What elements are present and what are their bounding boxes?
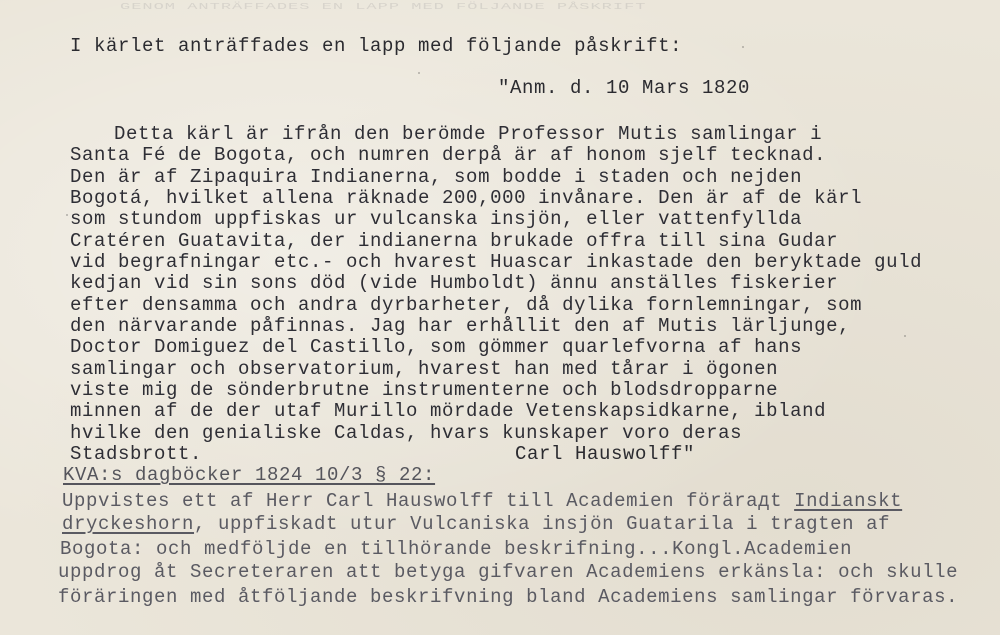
note-line: Detta kärl är ifrån den berömde Professor Mutis samlingar i <box>66 123 823 145</box>
note-line: hvilke den genialiske Caldas, hvars kunskaper voro deras <box>70 422 743 444</box>
note-line: samlingar och observatorium, hvarest han med tårar i ögonen <box>70 358 779 380</box>
signature: Carl Hauswolff" <box>515 443 696 465</box>
note-line: Santa Fé de Bogota, och numren derpå är af honom sjelf tecknad. <box>70 144 827 166</box>
note-line: vid begrafningar etc.- och hvarest Huascar inkastade den beryktade guld <box>70 251 923 273</box>
note-line: efter densamma och andra dyrbarheter, då dylika fornlemningar, som <box>70 294 863 316</box>
note-line: viste mig de sönderbrutne instrumenterne och blodsdropparne <box>70 379 779 401</box>
note-line: den närvarande påfinnas. Jag har erhållit den af Mutis lärljunge, <box>70 315 851 337</box>
paper-speck <box>418 72 420 74</box>
note-line: som stundom uppfiskas ur vulcanska insjön, eller vattenfyllda <box>70 208 803 230</box>
underlined-term: dryckeshorn <box>62 513 195 535</box>
bleed-through-text: GENOM ANTRÄFFADES EN LAPP MED FÖLJANDE PÅSKRIFT <box>120 2 647 13</box>
entry-line-2-text: , uppfiskadt utur Vulcaniska insjön Guatarila i tragten af <box>194 513 891 535</box>
entry-line-5: föräringen med åtföljande beskrifvning bland Academiens samlingar förvaras. <box>58 586 959 608</box>
entry-line-3: Bogota: och medföljde en tillhörande beskrifning...Kongl.Academien <box>60 538 853 560</box>
underlined-term: Indianskt <box>794 490 903 512</box>
note-line: Doctor Domiguez del Castillo, som gömmer quarlefvorna af hans <box>70 336 803 358</box>
note-line: Cratéren Guatavita, der indianerna brukade offra till sina Gudar <box>70 230 839 252</box>
date-line: "Anm. d. 10 Mars 1820 <box>498 77 751 99</box>
paper-speck <box>742 46 744 48</box>
note-line: Bogotá, hvilket allena räknade 200,000 invånare. Den är af de kärl <box>70 187 863 209</box>
note-line: kedjan vid sin sons död (vide Humboldt) ännu anställes fiskerier <box>70 272 839 294</box>
entry-line-4: uppdrog åt Secreteraren att betyga gifvaren Academiens erkänsla: och skulle <box>58 561 959 583</box>
note-line: Den är af Zipaquira Indianerna, som bodde i staden och nejden <box>70 166 803 188</box>
entry-line-1 <box>62 492 902 511</box>
intro-line: I kärlet anträffades en lapp med följande påskrift: <box>70 35 683 57</box>
entry-line-1-text: Uppvistes ett af Herr Carl Hauswolff till Academien förärадt <box>62 490 795 512</box>
paper-speck <box>66 214 68 216</box>
note-line: Stadsbrott. <box>70 443 203 465</box>
entry-line-2 <box>62 515 890 534</box>
paper-speck <box>904 335 906 337</box>
note-line: minnen af de der utaf Murillo mördade Vetenskapsidkarne, ibland <box>70 400 827 422</box>
diary-heading: KVA:s dagböcker 1824 10/3 § 22: <box>63 464 436 486</box>
